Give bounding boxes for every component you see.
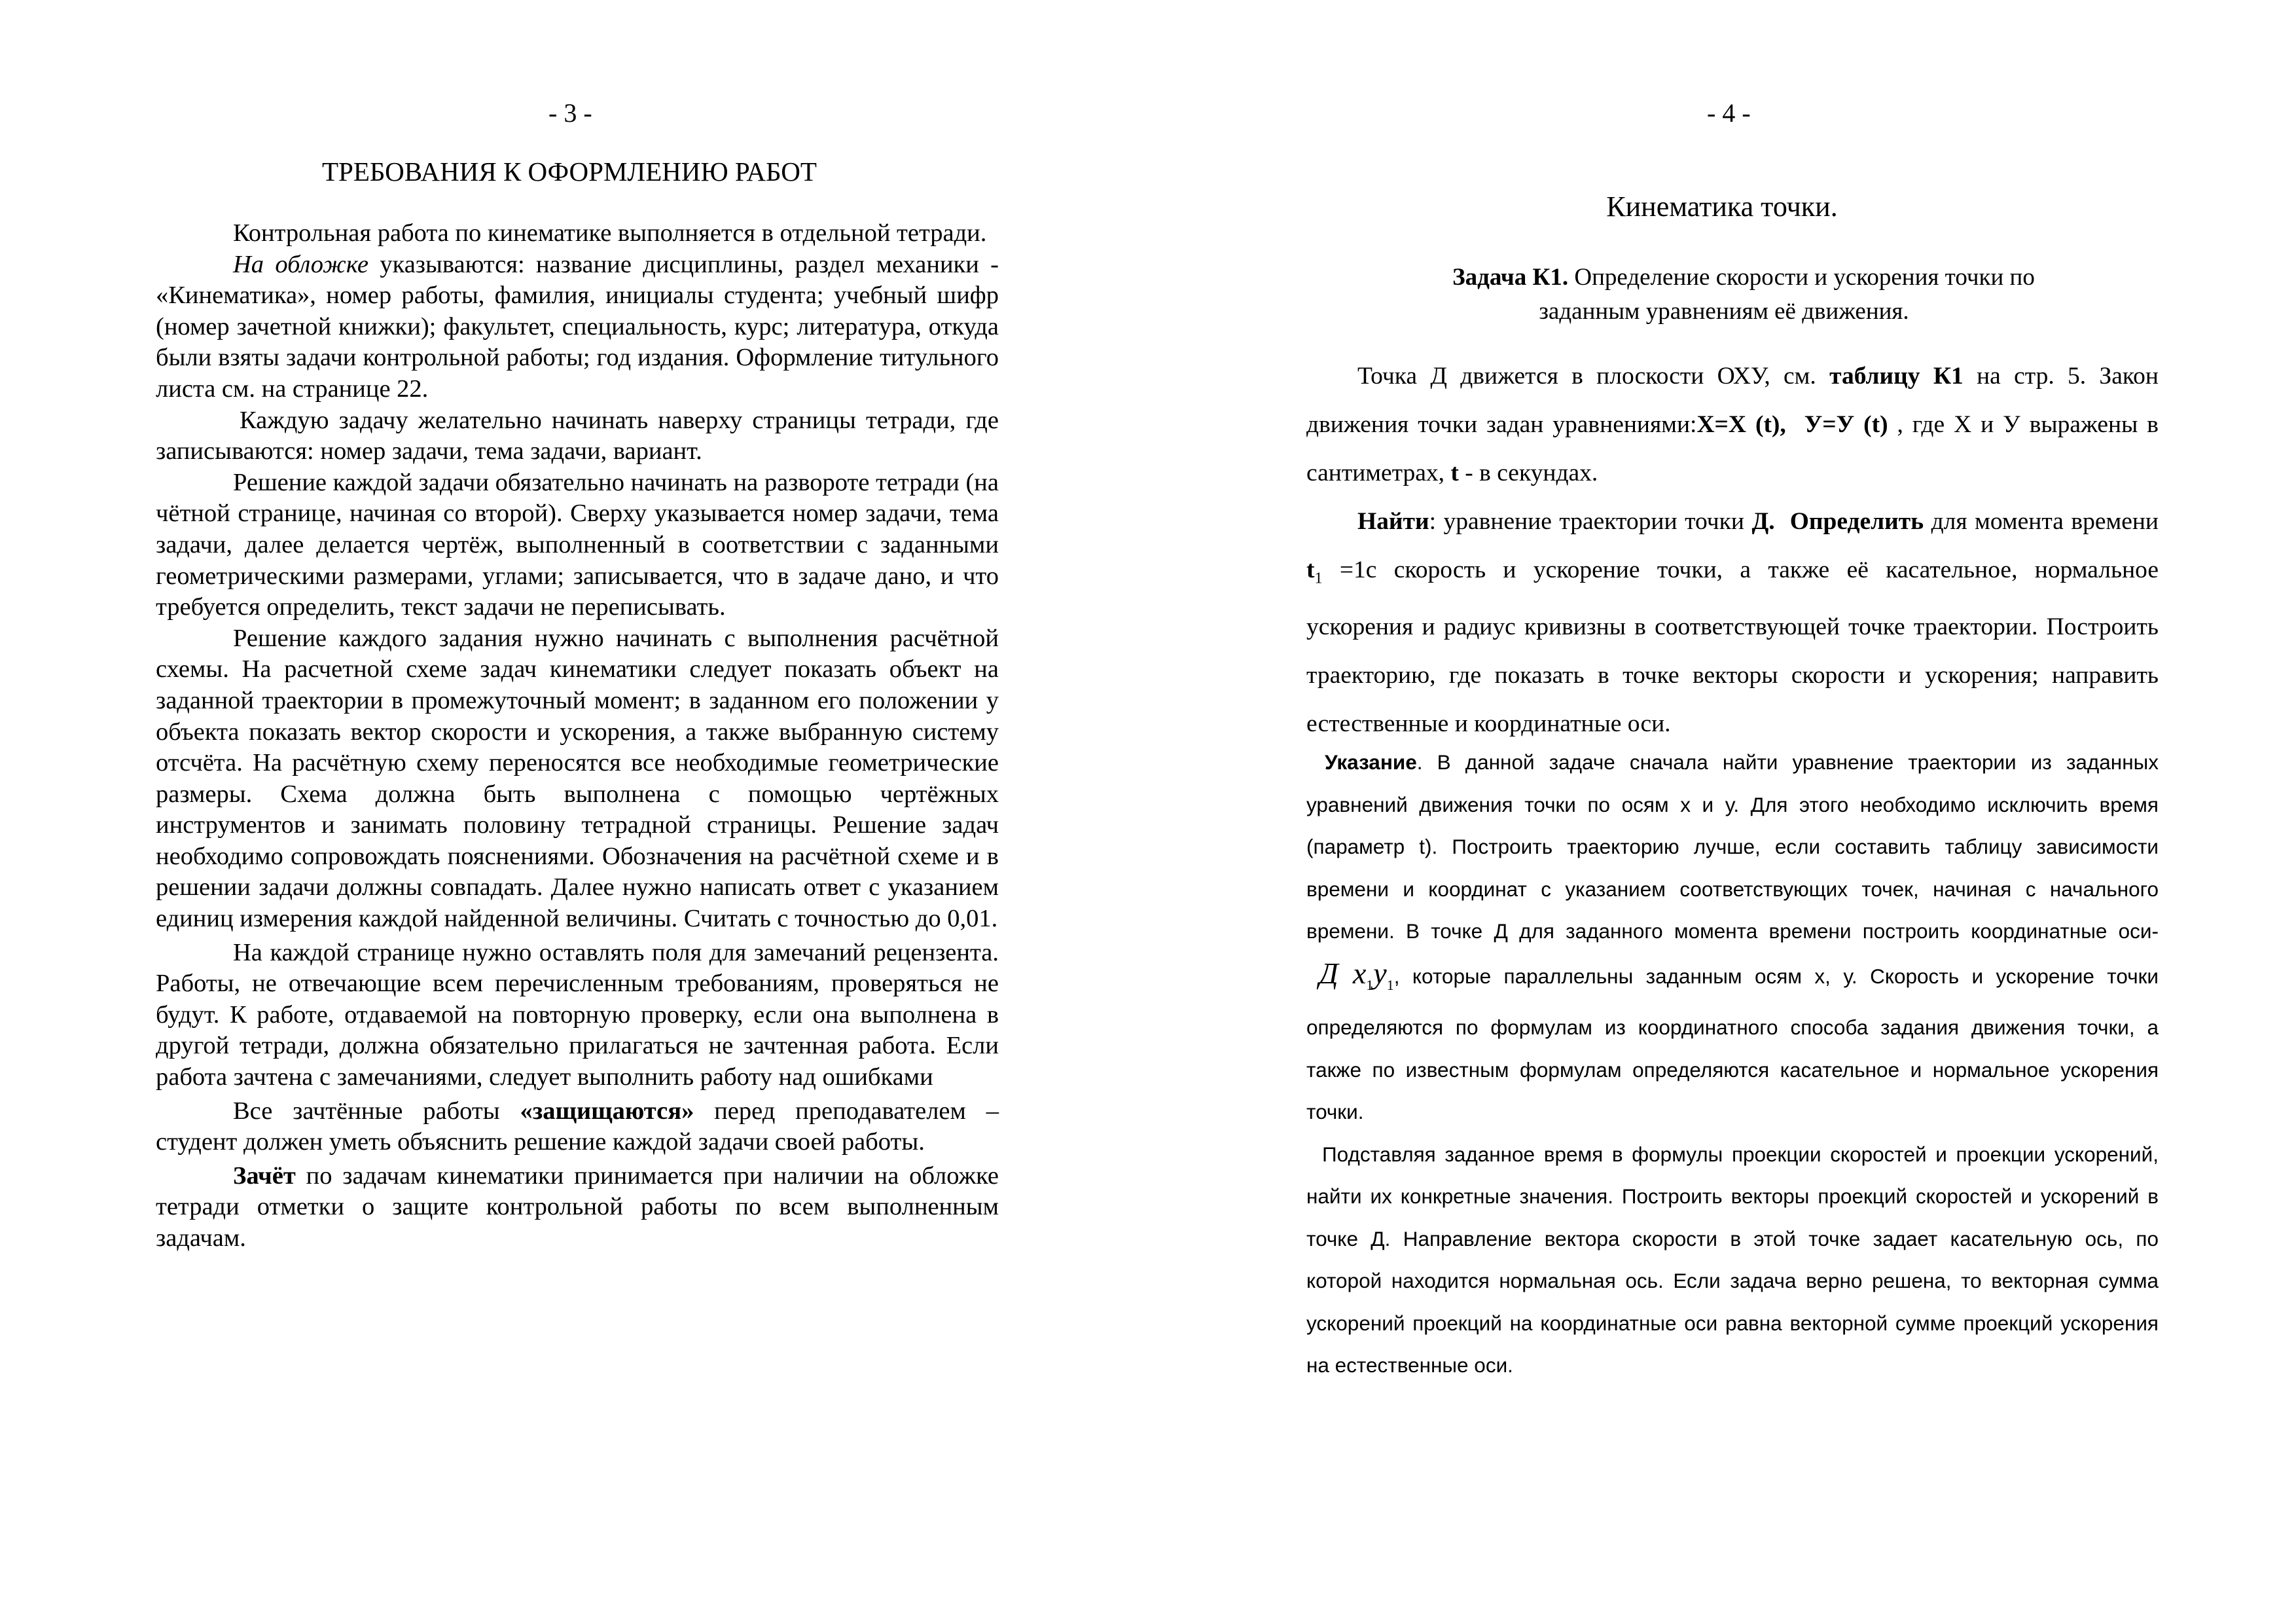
task-statement xyxy=(1306,352,2159,748)
paragraph: Контрольная работа по кинематике выполняется в отдельной тетради. xyxy=(233,219,987,247)
task-heading: Задача К1. Определение скорости и ускорения точки по заданным уравнениям её движения. xyxy=(1452,264,2035,325)
paragraph: Каждую задачу желательно начинать наверху страницы тетради, где записываются: номер задачи, тема задачи, вариант. xyxy=(156,406,999,465)
section-heading: ТРЕБОВАНИЯ К ОФОРМЛЕНИЮ РАБОТ xyxy=(322,156,817,187)
paragraph: Найти: уравнение траектории точки Д. Определить для момента времени $t_1 =1с$ скорость и ускорение точки, а также её касательное, нормальное ускорения и радиус кривизны в соответствующей точке траектории. Построить траекторию, где показать в точке векторы скорости и ускорения; направить естественные и координатные оси. xyxy=(1306,508,2159,737)
paragraph: Точка Д движется в плоскости ОХУ, см. таблицу К1 на стр. 5. Закон движения точки задан уравнениями:Х=Х (t), У=У (t) , где Х и У выражены в сантиметрах, t - в секундах. xyxy=(1306,363,2159,486)
task-label: Задача К1. xyxy=(1452,264,1569,291)
section-title: Кинематика точки. xyxy=(1606,191,1838,223)
right-page xyxy=(1148,0,2296,1623)
paragraph: Решение каждой задачи обязательно начинать на развороте тетради (на чётной странице, начиная со второй). Сверху указывается номер задачи, тема задачи, далее делается чертёж, выполненный в соответствии с заданными геометрическими размерами, углами; записывается, что в задаче дано, и что требуется определить, текст задачи не переписывать. xyxy=(156,468,999,621)
bold-text: «защищаются» xyxy=(520,1097,694,1125)
bold-text: Зачёт xyxy=(233,1161,296,1190)
page-number: - 3 - xyxy=(548,98,592,128)
paragraph: На обложке указываются: название дисциплины, раздел механики - «Кинематика», номер работы, фамилия, инициалы студента; учебный шифр (номер зачетной книжки); факультет, специальность, курс; литература, откуда были взяты задачи контрольной работы; год издания. Оформление титульного листа см. на странице 22. xyxy=(156,250,999,403)
paragraph: Решение каждого задания нужно начинать с выполнения расчётной схемы. На расчетной схеме задач кинематики следует показать объект на заданной траектории в промежуточный момент; в заданном его положении у объекта показать вектор скорости и ускорения, а также выбранную систему отсчёта. На расчётную схему переносятся все необходимые геометрические размеры. Схема должна быть выполнена с помощью чертёжных инструментов и занимать половину тетрадной страницы. Решение задач необходимо сопровождать пояснениями. Обозначения на расчётной схеме и в решении задачи должны совпадать. Далее нужно написать ответ с указанием единиц измерения каждой найденной величины. Считать с точностью до 0,01. xyxy=(156,624,999,933)
paragraph: Указание. В данной задаче сначала найти уравнение траектории из заданных уравнений движения точки по осям х и у. Для этого необходимо исключить время (параметр t). Построить траекторию лучше, если составить таблицу зависимости времени и координат с указанием соответствующих точек, начиная с начального времени. В точке Д для заданного момента времени построить координатные оси- Д $x_1y_1$, которые параллельны заданным осям х, у. Скорость и ускорение точки определяются по формулам из координатного способа задания движения точки, а также по известным формулам определяются касательное и нормальное ускорения точки. xyxy=(1306,750,2159,1124)
paragraph: Зачёт по задачам кинематики принимается при наличии на обложке тетради отметки о защите контрольной работы по всем выполненным задачам. xyxy=(156,1161,999,1252)
paragraph: Все зачтённые работы «защищаются» перед преподавателем – студент должен уметь объяснить решение каждой задачи своей работы. xyxy=(156,1097,999,1156)
requirements-body xyxy=(156,218,999,1254)
coordinate-axes-formula: Д $x_1y_1$ xyxy=(1319,956,1394,993)
italic-text: На обложке xyxy=(233,250,369,278)
page-number: - 4 - xyxy=(1707,98,1751,128)
paragraph: Подставляя заданное время в формулы проекции скоростей и проекции ускорений, найти их конкретные значения. Построить векторы проекций скоростей и ускорений в точке Д. Направление вектора скорости в этой точке задает касательную ось, по которой находится нормальная ось. Если задача верно решена, то векторная сумма ускорений проекций на координатные оси равна векторной сумме проекций ускорения на естественные оси. xyxy=(1306,1142,2159,1377)
instruction-block xyxy=(1306,741,2159,1387)
paragraph: На каждой странице нужно оставлять поля для замечаний рецензента. Работы, не отвечающие всем перечисленным требованиям, проверяться не будут. К работе, отдаваемой на повторную проверку, если она выполнена в другой тетради, должна обязательно прилагаться не зачтенная работа. Если работа зачтена с замечаниями, следует выполнить работу над ошибками xyxy=(156,938,999,1091)
